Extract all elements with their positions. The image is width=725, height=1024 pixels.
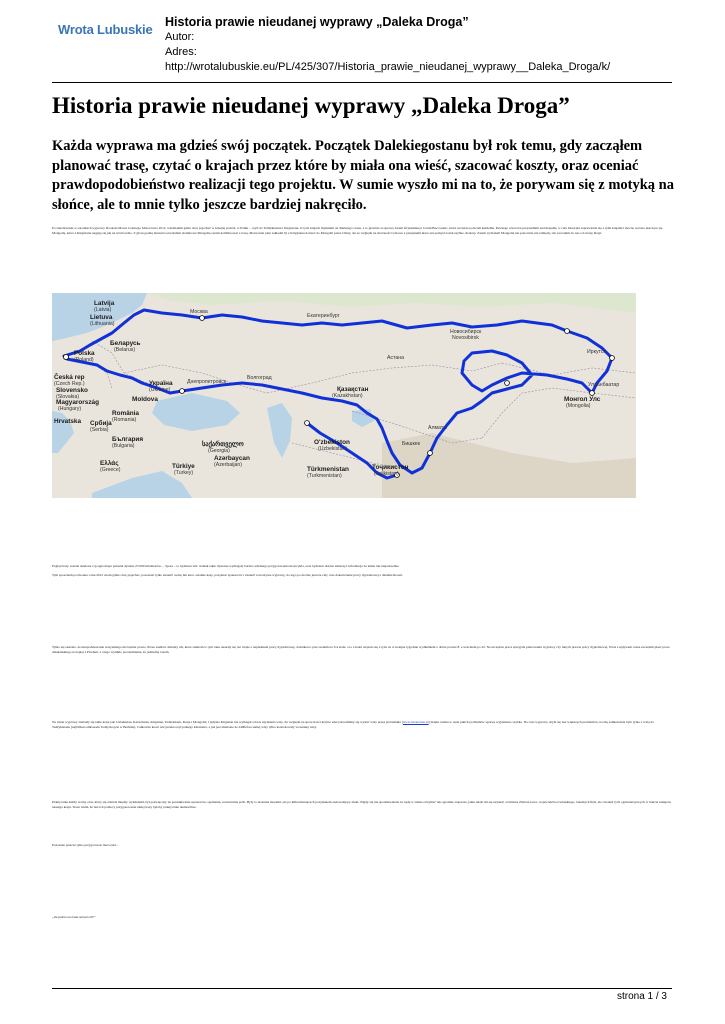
label-turkmenistan-sub: (Turkmenistan) xyxy=(307,473,342,479)
paragraph-5-text: Na trasie wyprawy znalazły się takie kraje jak: Uzbekistan, Kazachstan, Kirgistan, Tadżykistan, Rosja i Mongolia; i jedynie Kirgistan nie wymagał od nas uzyskania wizy. Ze względu na spore ilości krajów zdecydowaliśmy się wysłać wizy przez pośrednika ( xyxy=(52,720,403,724)
paragraph-1: Po zakończeniu w ośrodkach wyprawy Dookoła Morza Czarnego Motorówno 2012, wiedziałem gdzie chcę pojechać w kolejną podróż, w Pamir – czyli do Tadżykistanu i Kirgistanu. O tych krajach myślałem od dłuższego czasu, a to głównie za sprawą forum afrykańskiej i forum Bez Granic, które szczerze polecam każdemu. Pewnego wieczoru przysiadłem nad mapami, w celu historyki zaprawienia się z tymi krajami i mocno uczono skaczące się Mongolią, które z Kirgistanu sięgają się jak na wisi bardzo. Z głową pełną marzeń rozważałem dodatkowe Mongolię razem kombinować z trasą. Pierwotnie plan zakładał by z Kirgistanu dotrzeć do Mongolii przez Chiny, ale ze względu na złożoności wizowe a przepisami które ten pomysł został szybko obalony. Zatem wybrałem Mongolię nie ponownie nie tamtędy, tak wracałem do nas od strony Rosji. xyxy=(52,226,663,235)
label-ukraine-sub: (Ukraine) xyxy=(149,387,171,393)
label-uzbekistan: O'zbekiston xyxy=(314,439,350,446)
label-moskva: Москва xyxy=(190,309,208,315)
label-greece-sub: (Greece) xyxy=(100,467,121,473)
label-hungary-sub: (Hungary) xyxy=(58,406,82,412)
label-slovakia-sub: (Slovakia) xyxy=(56,394,80,400)
paragraph-3: Tym sposobem pod koniec roku 2012 wiem gdzie chcę pojechać, pozostało tylko znaleźć osobę lub ktoś, ostatnie kasy, pozyskać sponsorów i znaleźć towarzysza wyprawy, do tego po drodze jeszcze cały czas dokończenie pracy dyplomowej z dziadka Rosati. xyxy=(52,573,403,577)
label-belarus-sub: (Belarus) xyxy=(114,347,136,353)
waypoint-volgograd[interactable] xyxy=(305,421,310,426)
paragraph-8: „Za poźno na mata samym źli!” xyxy=(52,915,96,919)
label-irkutsk: Иркутск xyxy=(587,349,606,355)
header-title: Historia prawie nieudanej wyprawy „Daleka Droga” xyxy=(165,15,469,29)
label-hungary: Magyarország xyxy=(56,399,99,406)
label-ukraine: Україна xyxy=(149,380,173,387)
paragraph-2: Pogląd trasy została ustalona z google mapa pokazał dystans 25 000 kilometrów… Spore – to bydziesz szli. Jednak takie dystanse wymagały bardzo solidnego przygotowania motocykla, oraz bydziesz dobrze zmierzyć informacje na temat tak niepotrzebne. xyxy=(52,564,400,568)
label-astana: Астана xyxy=(387,355,405,361)
waypoint-irkutsk[interactable] xyxy=(610,356,615,361)
article-title: Historia prawie nieudanej wyprawy „Daleka Droga” xyxy=(52,93,570,118)
waypoint-ulaanbaatar[interactable] xyxy=(590,391,595,396)
waypoint-kazakhstan-east[interactable] xyxy=(505,381,510,386)
label-slovakia: Slovensko xyxy=(56,387,88,394)
label-kazakhstan: Қазақстан xyxy=(337,386,369,393)
label-polska: Polska xyxy=(74,350,95,357)
waypoint-bishkek[interactable] xyxy=(428,451,433,456)
label-mongolia: Монгол Улс xyxy=(564,396,601,403)
label-greece: Ελλάς xyxy=(100,460,119,467)
print-header xyxy=(165,15,685,75)
label-latvija: Latvija xyxy=(94,300,115,307)
paragraph-7: Pozostało jeszcze tylko przygotować motocykl… xyxy=(52,843,120,847)
label-turkey: Türkiye xyxy=(172,463,195,470)
label-azerbaijan-sub: (Azerbaijan) xyxy=(214,462,242,468)
header-address: Adres: xyxy=(165,46,197,58)
waypoint-dnepro[interactable] xyxy=(180,389,185,394)
label-uzbekistan-sub: (Uzbekistan) xyxy=(318,446,348,452)
label-georgia-sub: (Georgia) xyxy=(208,448,230,454)
label-romania: România xyxy=(112,410,139,417)
label-novosibirsk-sub: Novosibirsk xyxy=(452,335,479,341)
paragraph-4: Tylko się okazało, że niespodziewanie wszystkiego nie będzie prosto. Przez studiów dzienny ich, które studiom w tym roku okazały się raz wiąże z napisaniem pracy dyplomowej, dodatkowo pracowałem na 3/4 etatu, a to z kolei wiązało się z tym, że w kolejne tygodnie wydłużałem o dobre prawie 8, a wracałem po 22. Na szczęście praca sprzyjała planowaniu wyprawy czy innych prawie pracy dyplomowej. Wraz z upływem czasu zaczęłam pisać prace dziekańskiego na lepiej z Pawłem, z czego wynikło porozumienie, że jedziemy razem. xyxy=(52,645,670,654)
paragraph-5 xyxy=(52,720,672,730)
label-lietuva-sub: (Lithuania) xyxy=(90,321,115,327)
label-tajikistan: Тоҷикистон xyxy=(372,464,409,471)
paragraph-6: Praktycznie każdy wolny czas, który się zdarzał między wykładami, był poświęcony na poszukiwanie sponsorów, spotkania, zostawianie prób. Były to złożenie mozaiki, ale po kilku miesiącach pozyskałem zadowalający efekt. Nigdy się nie spodziewałem, że będę w stanie otrzymać tak ogromne wsparcie, jakie udało mi się uzyskać od miasta Zielona Góra, województwa Lubuskiego, lokalnych firm, ale również tych ogólnokrajowych w trakcie zakupów naszego kraju. Teraz wiem, że bez ich pomocy przygotowanie takiej trasy byłoby praktycznie niemożliwe. xyxy=(52,800,672,809)
label-moldova: Moldova xyxy=(132,396,158,403)
label-azerbaijan: Azərbaycan xyxy=(214,455,250,462)
label-bishkek: Бишкек xyxy=(402,441,420,447)
route-map[interactable] xyxy=(52,293,636,498)
label-serbia: Србија xyxy=(90,420,112,427)
label-latvija-sub: (Latvia) xyxy=(94,307,112,313)
label-belarus: Беларусь xyxy=(110,340,141,347)
label-volgograd: Волгоград xyxy=(247,375,272,381)
footer-divider xyxy=(52,988,672,989)
label-kazakhstan-sub: (Kazakhstan) xyxy=(332,393,363,399)
label-dnepropetrovsk: Днепропетровск xyxy=(187,379,227,385)
label-mongolia-sub: (Mongolia) xyxy=(566,403,591,409)
page-number: strona 1 / 3 xyxy=(616,991,667,1002)
paragraph-5-end: ) dzięki czemu w razie jakich problemów sprawę wyjaśniono szybko. Na czas wyprawy obyła się bez większych problemów, trochę zamieszania było tylko z wizą do Tadżykistanu (najbliższa ambasada Tadżycka jest w Berlinie). Całkowite koszt wiz przekroczył jednego kilometra, a już jest złudzone że 2400zł na samej wizy tylko kontrolowały wczesniej wizy. xyxy=(52,720,654,729)
header-url[interactable]: http://wrotalubuskie.eu/PL/425/307/Historia_prawie_nieudanej_wyprawy__Daleka_Droga/k/ xyxy=(165,61,611,73)
label-novosibirsk: Новосибирск xyxy=(450,329,482,335)
waypoint-siberia[interactable] xyxy=(565,329,570,334)
header-divider xyxy=(52,82,672,83)
label-ekaterinburg: Екатеринбург xyxy=(307,313,340,319)
article-lead: Każda wyprawa ma gdzieś swój początek. Początek Dalekiegostanu był rok temu, gdy zacząłem planować trasę, czytać o krajach przez które by miała ona wieść, szacować koszty, oraz oceniać prawdopodobieństwo realizacji tego projektu. W sumie wyszło mi na to, że porywam się z motyką na słońce, ale to mnie tylko jeszcze bardziej nakręciło. xyxy=(52,138,674,213)
site-logo[interactable]: Wrota Lubuskie xyxy=(58,22,153,37)
label-tajikistan-sub: (Tajikistan) xyxy=(374,471,399,477)
label-turkey-sub: (Turkey) xyxy=(174,470,194,476)
label-bulgaria: България xyxy=(112,436,144,443)
label-ulaanbaatar: Улаанбаатар xyxy=(588,382,620,388)
waypoint-moscow[interactable] xyxy=(200,316,205,321)
label-lietuva: Lietuva xyxy=(90,314,113,321)
label-croatia: Hrvatska xyxy=(54,418,82,425)
label-almaty: Алматы xyxy=(428,425,447,431)
header-author: Autor: xyxy=(165,31,195,43)
waypoint-start[interactable] xyxy=(63,354,68,359)
label-czech-sub: (Czech Rep.) xyxy=(54,381,85,387)
wizatotour-link[interactable]: www.wizatotour.pl xyxy=(402,720,429,724)
label-czech: Česká rep xyxy=(54,374,85,381)
label-turkmenistan: Türkmenistan xyxy=(307,466,349,473)
label-serbia-sub: (Serbia) xyxy=(90,427,109,433)
label-georgia: საქართველო xyxy=(202,441,244,448)
route-map-svg xyxy=(52,293,636,498)
label-polska-sub: (Poland) xyxy=(74,357,94,363)
label-bulgaria-sub: (Bulgaria) xyxy=(112,443,135,449)
label-romania-sub: (Romania) xyxy=(112,417,137,423)
